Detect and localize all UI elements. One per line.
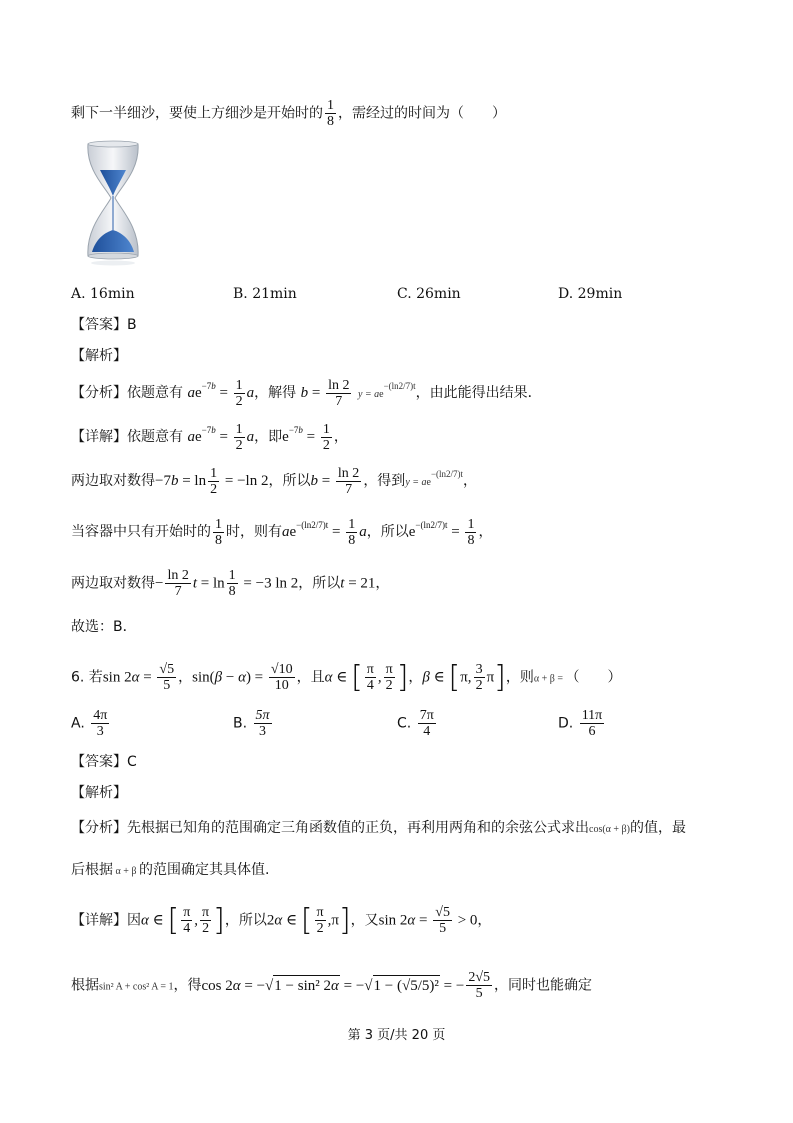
q6-fenxi-cont: 后根据 α + β 的范围确定其具体值. xyxy=(71,862,270,878)
q5-answer: 【答案】B xyxy=(71,317,137,333)
q5-line-container: 当容器中只有开始时的 $\frac{1}{8}$ 时，则有$ae^{-(ln2/7)t}$ = $\frac{1}{8}$ a，所以$e^{-(ln2/7)t}$ = $\frac{1}{8}$ ， xyxy=(71,516,493,548)
q5-xiangjie: 【详解】依题意有 $ae^{-7b}$ = $\frac{1}{2}$ a，即$e^{-7b}$ = $\frac{1}{2}$ ， xyxy=(71,421,348,453)
q6-fenxi: 【分析】先根据已知角的范围确定三角函数值的正负，再利用两角和的余弦公式求出cos(α + β)的值，最 xyxy=(71,820,686,836)
q6-genju: 根据sin² A + cos² A = 1，得cos 2α = −√1 − sin² 2α = −√1 − (√5/5)² = − $\frac{2√5}{5}$ ，同时也能确定 xyxy=(71,970,593,1001)
q6-option-d: D. $\frac{11\pi}{6}$ xyxy=(558,708,603,739)
q5-line-result: 两边取对数得− $\frac{\ln 2}{7}$ t = ln $\frac{1}{8}$ = −3 ln 2，所以t = 21， xyxy=(71,568,390,599)
q6-xiangjie: 【详解】因α ∈ [ $\frac{\pi}{4}$ , $\frac{\pi}{2}$ ]，所以2α ∈ [ $\frac{\pi}{2}$ ,π]，又sin 2α = $\frac{√5}{5}$ > 0， xyxy=(71,902,492,938)
q5-fenxi: 【分析】依题意有 $ae^{-7b}$ = $\frac{1}{2}$ a，解得 b = $\frac{\ln 2}{7}$ y = ae−(ln2/7)t，由此能得出结果． xyxy=(71,377,542,409)
q5-line-log: 两边取对数得−7b = ln $\frac{1}{2}$ = −ln 2，所以b = $\frac{\ln 2}{7}$ ，得到y = ae−(ln2/7)t， xyxy=(71,465,478,497)
stem-fraction: $\frac{1}{8}$ xyxy=(327,98,334,129)
q6-option-b: B. $\frac{5\pi}{3}$ xyxy=(233,708,270,739)
hourglass-image xyxy=(80,140,145,268)
q6-stem: 6. 若sin 2α = $\frac{√5}{5}$ ，sin(β − α) = $\frac{√10}{10}$ ，且α ∈ [ $\frac{\pi}{4}$ , $\frac{\pi}{2}$ ]，β ∈ [π, $\frac{3}{2}$ π]，则α + β = （ ） xyxy=(71,659,622,695)
q6-answer: 【答案】C xyxy=(71,754,137,770)
page-footer: 第 3 页/共 20 页 xyxy=(347,1028,446,1043)
q6-option-a: A. $\frac{4\pi}{3}$ xyxy=(71,708,108,739)
q5-choose: 故选：B． xyxy=(71,619,137,635)
q5-option-b: B. 21min xyxy=(233,286,297,302)
q5-option-c: C. 26min xyxy=(397,286,461,302)
q5-option-a: A. 16min xyxy=(71,286,135,302)
q6-option-c: C. $\frac{7\pi}{4}$ xyxy=(397,708,434,739)
q5-stem: 剩下一半细沙，要使上方细沙是开始时的 $\frac{1}{8}$ ，需经过的时间为（ ） xyxy=(71,98,506,129)
q5-option-d: D. 29min xyxy=(558,286,623,302)
q5-analysis-label: 【解析】 xyxy=(71,348,127,364)
q6-analysis-label: 【解析】 xyxy=(71,785,127,801)
